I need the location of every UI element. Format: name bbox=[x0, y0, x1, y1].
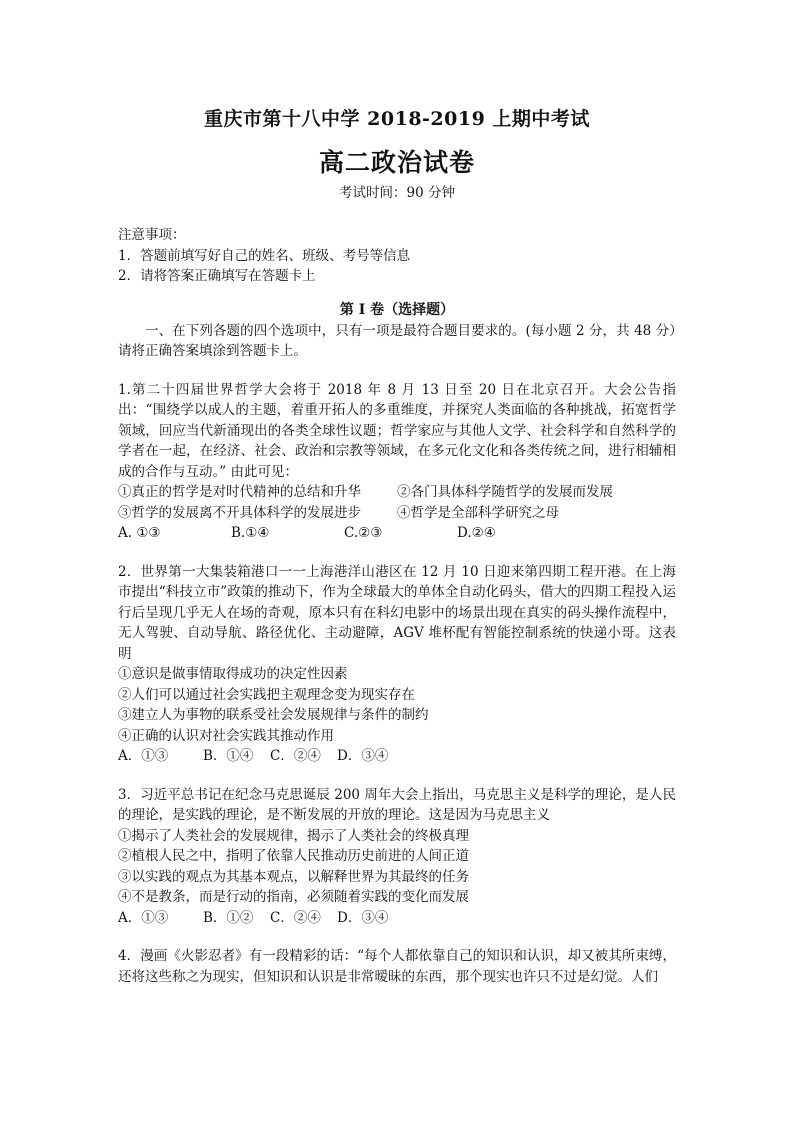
question-1-items-row bbox=[118, 482, 676, 503]
answer-choice: B.①④ bbox=[231, 525, 270, 541]
page-subtitle: 高二政治试卷 bbox=[318, 148, 475, 177]
answer-choice: C．②④ bbox=[270, 909, 321, 926]
question-item: ④哲学是全部科学研究之母 bbox=[397, 504, 559, 521]
section-title: 第 I 卷（选择题） bbox=[339, 301, 455, 318]
question-item: ①揭示了人类社会的发展规律，揭示了人类社会的终极真理 bbox=[118, 827, 469, 844]
question-item: ①意识是做事情取得成功的决定性因素 bbox=[118, 666, 348, 682]
question-1-items-row bbox=[118, 503, 676, 524]
question-2-stem: 2．世界第一大集装箱港口一一上海港洋山港区在 12 月 10 日迎来第四期工程开港。在上海市提出“科技立市”政策的推动下，作为全球最大的单体全自动化码头，借大的四期工程投入运行后呈现几乎无人在场的奇观，原本只有在科幻电影中的场景出现在真实的码头操作流程中，无人驾驶、自动导航、路径优化、主动避障，AGV 堆杯配有智能控制系统的快递小哥。这表明 bbox=[118, 563, 676, 662]
answer-choice: C.②③ bbox=[344, 525, 383, 541]
notice-item: 1．答题前填写好自己的姓名、班级、考号等信息 bbox=[118, 247, 411, 264]
answer-choice: B．①② bbox=[203, 909, 254, 926]
answer-choice: A．①③ bbox=[118, 909, 169, 926]
section-instructions: 一、在下列各题的四个选项中，只有一项是最符合题目要求的。(每小题 2 分，共 48 分）请将正确答案填涂到答题卡上。 bbox=[118, 322, 676, 359]
question-item: ③建立人为事物的联系受社会发展规律与条件的制约 bbox=[118, 707, 429, 723]
answer-choice: D．③④ bbox=[337, 748, 389, 764]
document-body bbox=[118, 225, 676, 987]
question-3-choices bbox=[118, 908, 676, 929]
answer-choice: C．②④ bbox=[270, 748, 321, 764]
question-1-stem: 1.第二十四届世界哲学大会将于 2018 年 8 月 13 日至 20 日在北京召开。大会公告指出：“围绕学以成人的主题，着重开拓人的多重维度，并探究人类面临的各种挑战，拓宽哲学领域，回应当代新涌现出的各类全球性议题；哲学家应与其他人文学、社会科学和自然科学的学者在一起，在经济、社会、政治和宗教等领域，在多元化文化和各类传统之间，进行相辅相成的合作与互动。” 由此可见： bbox=[118, 381, 676, 480]
notice-item: 2．请将答案正确填写在答题卡上 bbox=[118, 268, 316, 284]
question-item: ②植根人民之中，指明了依靠人民推动历史前进的人间正道 bbox=[118, 848, 469, 864]
question-item: ④正确的认识对社会实践其推动作用 bbox=[118, 727, 334, 744]
answer-choice: D.②④ bbox=[457, 525, 496, 541]
question-item: ③哲学的发展离不开具体科学的发展进步 bbox=[118, 504, 361, 521]
exam-time: 考试时间：90 分钟 bbox=[339, 185, 455, 201]
answer-choice: A. ①③ bbox=[118, 525, 161, 541]
question-2-choices bbox=[118, 746, 676, 767]
question-4-stem: 4．漫画《火影忍者》有一段精彩的话：“每个人都依靠自己的知识和认识，却又被其所束缚，还将这些称之为现实，但知识和认识是非常暧昧的东西，那个现实也许只不过是幻觉。人们 bbox=[118, 948, 676, 985]
notice-heading: 注意事项： bbox=[118, 227, 186, 243]
question-item: ③以实践的观点为其基本观点，以解释世界为其最终的任务 bbox=[118, 868, 469, 885]
answer-choice: D．③④ bbox=[337, 909, 389, 926]
question-item: ②人们可以通过社会实践把主观理念变为现实存在 bbox=[118, 686, 415, 703]
question-item: ②各门具体科学随哲学的发展而发展 bbox=[397, 484, 613, 500]
question-item: ④不是教条，而是行动的指南，必须随着实践的变化而发展 bbox=[118, 889, 469, 905]
answer-choice: B．①④ bbox=[203, 748, 254, 764]
question-1-choices bbox=[118, 523, 676, 544]
page-title: 重庆市第十八中学 2018-2019 上期中考试 bbox=[204, 108, 590, 130]
answer-choice: A．①③ bbox=[118, 748, 169, 764]
question-3-stem: 3．习近平总书记在纪念马克思诞辰 200 周年大会上指出，马克思主义是科学的理论，是人民的理论，是实践的理论，是不断发展的开放的理论。这是因为马克思主义 bbox=[118, 786, 676, 823]
question-item: ①真正的哲学是对时代精神的总结和升华 bbox=[118, 484, 361, 500]
